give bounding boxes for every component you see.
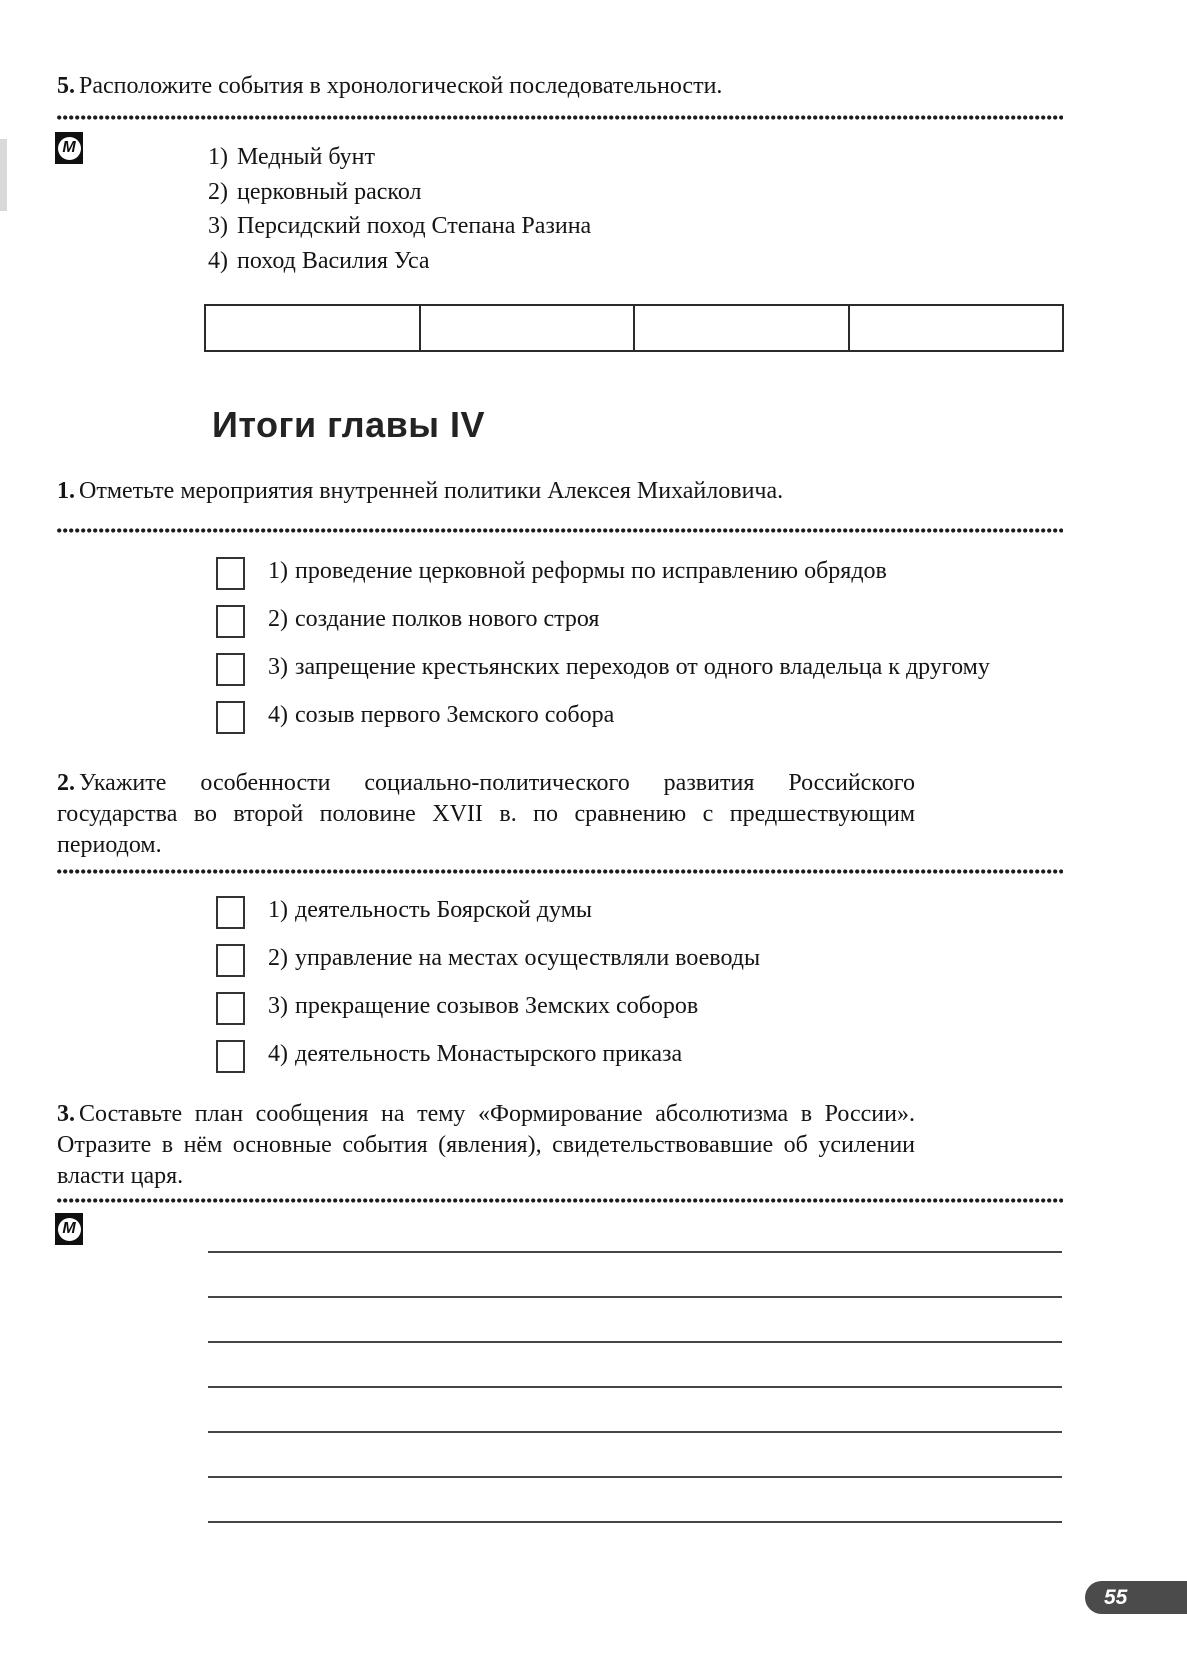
answer-line[interactable]	[208, 1521, 1062, 1523]
option-text	[268, 699, 1062, 732]
task-5-section	[0, 70, 1187, 352]
event-list	[208, 140, 1187, 278]
m-marker-letter: М	[58, 1218, 81, 1241]
task-3-text: 3. Составьте план сообщения на тему «Формирование абсолютизма в России». Отразите в нём основные события (явления), свидетельствовавшие об усилении власти царя.	[57, 1101, 915, 1189]
answer-table-cell[interactable]	[419, 306, 634, 350]
answer-line[interactable]	[208, 1296, 1062, 1298]
option-text	[268, 651, 1062, 684]
event-item-number: 2)	[208, 178, 228, 205]
checkbox[interactable]	[216, 896, 245, 929]
checkbox-option-row	[216, 603, 1187, 638]
checkbox-option-row	[216, 555, 1187, 590]
option-text	[268, 894, 1062, 927]
option-text	[268, 942, 1062, 975]
answer-line[interactable]	[208, 1341, 1062, 1343]
dotted-separator	[57, 1198, 1063, 1203]
task-1-section	[0, 475, 1187, 734]
checkbox[interactable]	[216, 605, 245, 638]
sequence-answer-table	[204, 304, 1064, 352]
option-label: проведение церковной реформы по исправлению обрядов	[295, 558, 887, 584]
event-list-item	[208, 175, 1187, 210]
task-2-section	[0, 768, 1187, 1073]
event-item-text: поход Василия Уса	[237, 247, 430, 274]
option-number: 3)	[268, 993, 288, 1019]
scan-edge-shadow	[0, 139, 7, 211]
checkbox[interactable]	[216, 1040, 245, 1073]
option-label: деятельность Боярской думы	[295, 897, 592, 923]
checkbox[interactable]	[216, 701, 245, 734]
option-number: 2)	[268, 945, 288, 971]
checkbox-option-row	[216, 942, 1187, 977]
event-list-item	[208, 244, 1187, 279]
event-list-item	[208, 209, 1187, 244]
checkbox[interactable]	[216, 944, 245, 977]
checkbox[interactable]	[216, 653, 245, 686]
option-label: управление на местах осуществляли воеводы	[295, 945, 761, 971]
checkbox-option-row	[216, 699, 1187, 734]
event-list-item	[208, 140, 1187, 175]
event-item-text: Персидский поход Степана Разина	[237, 213, 592, 239]
option-text	[268, 1038, 1062, 1071]
task-2-text: 2. Укажите особенности социально-политического развития Российского государства во второй половине XVII в. по сравнению с предшествующим периодом.	[57, 770, 915, 858]
dotted-separator	[57, 528, 1063, 533]
answer-lines-area	[0, 1251, 1187, 1523]
option-text	[268, 990, 1062, 1023]
chapter-results-heading: Итоги главы IV	[212, 404, 486, 445]
answer-line[interactable]	[208, 1476, 1062, 1478]
option-number: 3)	[268, 654, 288, 680]
page-number-badge	[1085, 1581, 1187, 1614]
checkbox-option-row	[216, 990, 1187, 1025]
event-item-number: 3)	[208, 213, 228, 239]
task-5-number: 5.	[57, 73, 75, 99]
answer-line[interactable]	[208, 1431, 1062, 1433]
checkbox[interactable]	[216, 992, 245, 1025]
option-number: 1)	[268, 558, 288, 584]
option-number: 1)	[268, 897, 288, 923]
event-item-text: Медный бунт	[237, 144, 376, 170]
option-label: запрещение крестьянских переходов от одного владельца к другому	[295, 654, 990, 680]
task-2-options	[0, 894, 1187, 1073]
page-number: 55	[1104, 1585, 1128, 1609]
answer-line[interactable]	[208, 1251, 1062, 1253]
option-number: 4)	[268, 1041, 288, 1067]
m-marker-letter: М	[58, 137, 81, 160]
checkbox-option-row	[216, 894, 1187, 929]
task-5-text: 5. Расположите события в хронологической последовательности.	[57, 73, 723, 99]
task-3-number: 3.	[57, 1101, 75, 1127]
event-item-text: церковный раскол	[237, 178, 422, 205]
checkbox-option-row	[216, 1038, 1187, 1073]
option-label: деятельность Монастырского приказа	[295, 1041, 683, 1067]
dotted-separator	[57, 115, 1063, 120]
option-text	[268, 555, 1062, 588]
option-number: 4)	[268, 702, 288, 728]
m-marker-icon	[55, 1213, 83, 1245]
task-1-options	[0, 555, 1187, 734]
task-3-section	[0, 1099, 1187, 1523]
m-marker-icon	[55, 132, 83, 164]
task-1-number: 1.	[57, 478, 75, 504]
task-2-number: 2.	[57, 770, 75, 796]
event-item-number: 1)	[208, 144, 228, 170]
event-item-number: 4)	[208, 247, 228, 274]
dotted-separator	[57, 869, 1063, 874]
option-label: созыв первого Земского собора	[295, 702, 615, 728]
option-text	[268, 603, 1062, 636]
option-number: 2)	[268, 606, 288, 632]
checkbox[interactable]	[216, 557, 245, 590]
task-1-text: 1. Отметьте мероприятия внутренней политики Алексея Михайловича.	[57, 478, 784, 504]
option-label: прекращение созывов Земских соборов	[295, 993, 699, 1019]
option-label: создание полков нового строя	[295, 606, 600, 632]
answer-line[interactable]	[208, 1386, 1062, 1388]
answer-table-cell[interactable]	[206, 306, 419, 350]
answer-table-cell[interactable]	[848, 306, 1063, 350]
checkbox-option-row	[216, 651, 1187, 686]
answer-table-cell[interactable]	[633, 306, 848, 350]
